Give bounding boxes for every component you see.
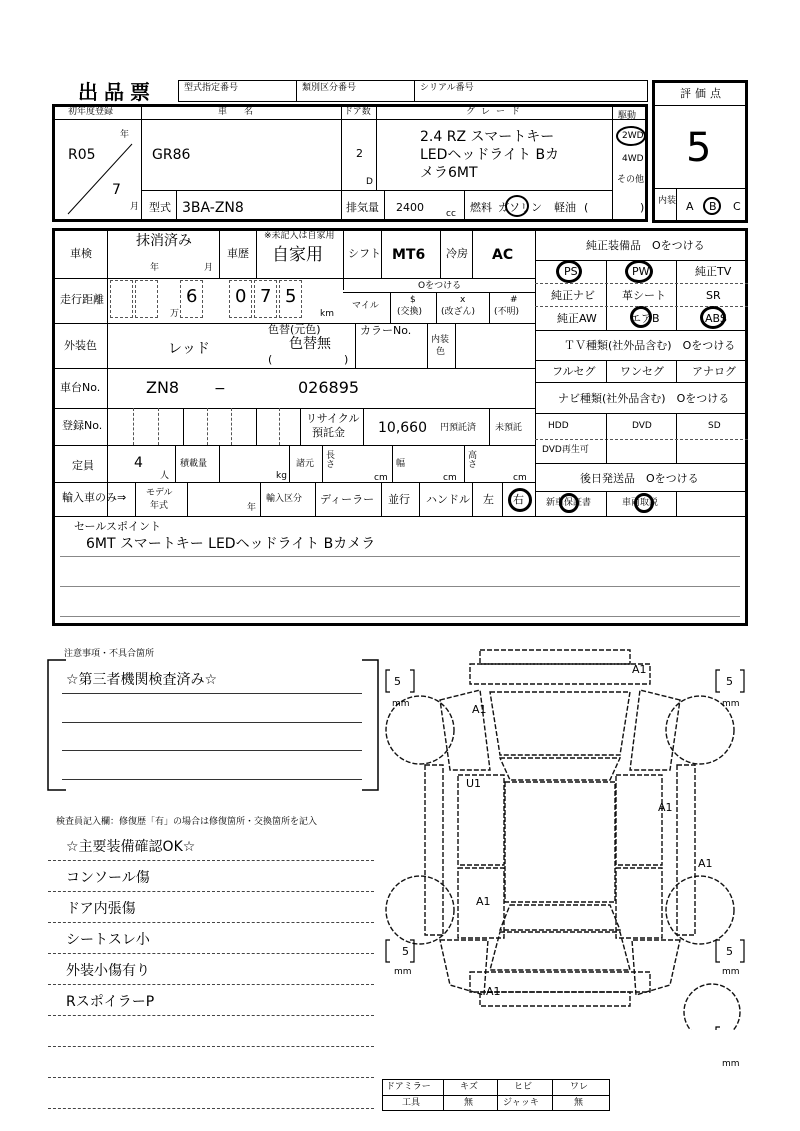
- tv-analog: アナログ: [692, 365, 736, 378]
- cc-unit: cc: [446, 209, 456, 219]
- inspection-year-unit: 年: [150, 263, 160, 273]
- grade-line-3: メラ6MT: [420, 165, 478, 181]
- equip-airbag-circle: [630, 306, 652, 328]
- damage-mark-front-left: A1: [472, 703, 487, 716]
- inspection-month-unit: 月: [204, 263, 214, 273]
- chassis-dash: −: [214, 381, 226, 397]
- date-slash: [60, 140, 138, 220]
- recolor-label: 色替(元色): [268, 323, 321, 336]
- navi-sd: SD: [708, 421, 721, 431]
- capacity-label: 定員: [72, 459, 94, 472]
- dims-label: 諸元: [296, 459, 315, 469]
- first-reg-month: 7: [112, 182, 121, 198]
- history-value: 自家用: [272, 245, 323, 265]
- handle-right: 右: [513, 493, 524, 506]
- model-label: 型式: [149, 201, 171, 214]
- navi-title: ナビ種類(社外品含む) Oをつける: [558, 392, 730, 405]
- import-cat-label: 輸入区分: [266, 494, 303, 504]
- legend-header-3: ヒビ: [514, 1082, 533, 1092]
- displacement-label: 排気量: [346, 201, 379, 214]
- tread-rear-right: 5: [726, 945, 733, 958]
- notes-label: 注意事項・不具合箇所: [64, 649, 155, 659]
- handle-right-circle: [508, 488, 532, 512]
- model-value: 3BA-ZN8: [182, 200, 244, 216]
- tread-front-right: 5: [726, 675, 733, 688]
- km-unit: km: [320, 309, 334, 319]
- mileage-digit-1: 6: [186, 286, 198, 307]
- recycle-label-2: 預託金: [312, 426, 345, 439]
- equip-aw: 純正AW: [557, 312, 597, 325]
- first-reg-label: 初年度登録: [68, 107, 114, 117]
- mileage-digit-4: 5: [285, 286, 297, 307]
- recycle-paid: 円預託済: [440, 423, 477, 433]
- legend-header-4: ワレ: [570, 1082, 589, 1092]
- recolor-value: 色替無: [289, 336, 331, 352]
- inspector-line-1: ☆主要装備確認OK☆: [66, 839, 196, 855]
- id-number-strip: [178, 80, 648, 102]
- ac-label: 冷房: [446, 247, 468, 260]
- modified-symbol: x: [460, 295, 466, 305]
- later-manual: 車両取説: [622, 498, 659, 508]
- color-value: レッド: [168, 341, 210, 357]
- model-year-unit: 年: [247, 503, 257, 513]
- interior-label: 内装: [658, 196, 677, 206]
- tv-title: ＴＶ種類(社外品含む) Oをつける: [564, 339, 736, 352]
- chassis-number: 026895: [298, 378, 360, 397]
- equip-abs: ABS: [705, 312, 727, 325]
- navi-dvd: DVD: [632, 421, 652, 431]
- later-manual-circle: [634, 493, 654, 513]
- legend-value-2: 無: [464, 1098, 474, 1108]
- handle-left: 左: [483, 493, 494, 506]
- tread-rear-left: 5: [402, 945, 409, 958]
- recycle-value: 10,660: [378, 420, 427, 436]
- sales-point-text: 6MT スマートキー LEDヘッドライト Bカメラ: [86, 536, 376, 552]
- fuel-diesel: 軽油: [554, 201, 576, 214]
- handle-label: ハンドル: [426, 493, 470, 506]
- ac-value: AC: [492, 247, 514, 263]
- serial-label: シリアル番号: [420, 83, 474, 93]
- equip-ps-circle: [556, 260, 582, 283]
- model-year-label: モデル: [146, 488, 173, 498]
- drive-4wd: 4WD: [622, 154, 644, 164]
- grade-label: グレード: [466, 107, 527, 117]
- model-year-label-2: 年式: [150, 501, 169, 511]
- import-label: 輸入車のみ⇒: [62, 491, 127, 504]
- dealer-option: ディーラー: [320, 493, 375, 506]
- mileage-circle-note: Oをつける: [418, 281, 462, 291]
- fuel-paren-close: ): [640, 201, 645, 214]
- interior-c: C: [733, 200, 741, 213]
- parallel-option: 並行: [388, 493, 410, 506]
- legend-header-1: ドアミラー: [386, 1082, 431, 1092]
- damage-mark-roof: U1: [466, 777, 482, 790]
- later-title: 後日発送品 Oをつける: [580, 472, 699, 485]
- equip-leather: 革シート: [622, 289, 666, 302]
- doors-label: ドア数: [344, 107, 371, 117]
- equip-pw-circle: [625, 260, 653, 283]
- mileage-label: 走行距離: [60, 293, 104, 306]
- sales-point-label: セールスポイント: [74, 520, 162, 533]
- equip-ps: PS: [564, 265, 578, 278]
- legend-value-3: ジャッキ: [503, 1098, 539, 1108]
- fuel-paren-open: (: [584, 201, 589, 214]
- height-label: 高さ: [468, 451, 478, 470]
- damage-mark-bumper: A1: [632, 663, 647, 676]
- height-cm: cm: [513, 473, 527, 483]
- damage-mark-right-rear: A1: [698, 857, 713, 870]
- later-warranty-circle: [559, 493, 579, 513]
- interior-color-label: 内装: [431, 335, 450, 345]
- later-warranty: 新車保証書: [546, 498, 592, 508]
- tread-rear-right-unit: mm: [722, 967, 740, 977]
- damage-mark-rear-bumper: A1: [486, 985, 501, 998]
- tread-front-left: 5: [394, 675, 401, 688]
- reg-no-label: 登録No.: [62, 419, 103, 432]
- inspector-line-4: シートスレ小: [66, 932, 150, 948]
- color-no-label: カラーNo.: [360, 324, 412, 337]
- modified-option: (改ざん): [441, 307, 476, 317]
- width-cm: cm: [443, 473, 457, 483]
- grade-line-1: 2.4 RZ スマートキー: [420, 129, 555, 145]
- rating-label: 評価点: [680, 87, 725, 100]
- drive-2wd: 2WD: [622, 131, 644, 141]
- shift-value: MT6: [392, 247, 426, 263]
- length-label: 長さ: [326, 451, 336, 470]
- first-reg-era: R05: [68, 147, 96, 163]
- damage-mark-right-door: A1: [658, 801, 673, 814]
- equip-pw: PW: [632, 265, 650, 278]
- legend-value-4: 無: [574, 1098, 584, 1108]
- navi-dvd-play: DVD再生可: [542, 445, 589, 455]
- inspector-line-3: ドア内張傷: [66, 901, 136, 917]
- doors-value: 2: [356, 147, 363, 160]
- displacement-value: 2400: [396, 201, 424, 214]
- grade-line-2: LEDヘッドライト Bカ: [420, 147, 560, 163]
- legend-value-1: 工具: [402, 1098, 421, 1108]
- interior-b-circle: [703, 197, 721, 215]
- mileage-box-1: [110, 280, 133, 318]
- doors-suffix: D: [366, 177, 373, 187]
- equip-abs-circle: [700, 306, 726, 329]
- damage-mark-rear-left: A1: [476, 895, 491, 908]
- equip-tv: 純正TV: [695, 265, 732, 278]
- car-damage-diagram: [380, 640, 750, 1030]
- category-label: 類別区分番号: [302, 83, 357, 93]
- color-label: 外装色: [64, 339, 97, 352]
- tv-oneseg: ワンセグ: [620, 365, 664, 378]
- inspector-line-5: 外装小傷有り: [66, 963, 150, 979]
- exchange-option: (交換): [397, 307, 423, 317]
- inspection-label: 車検: [70, 247, 92, 260]
- inspector-label: 検査員記入欄：修復歴「有」の場合は修復箇所・交換箇所を記入: [56, 817, 318, 827]
- unknown-symbol: #: [510, 295, 518, 305]
- recolor-paren-open: (: [268, 353, 273, 366]
- exchange-symbol: $: [410, 295, 416, 305]
- load-label: 積載量: [180, 459, 208, 469]
- equipment-title: 純正装備品 Oをつける: [586, 239, 705, 252]
- rating-value: 5: [686, 125, 712, 171]
- capacity-value: 4: [134, 455, 143, 471]
- month-unit: 月: [130, 202, 140, 212]
- kg-unit: kg: [276, 471, 287, 481]
- equip-airbag: エアB: [630, 312, 660, 325]
- interior-a: A: [686, 200, 694, 213]
- drive-other: その他: [617, 175, 645, 185]
- sheet-title: 出品票: [78, 80, 156, 104]
- interior-b: B: [709, 200, 717, 213]
- mileage-digit-3: 7: [260, 286, 272, 307]
- inspector-line-6: RスポイラーP: [66, 994, 155, 1010]
- navi-hdd: HDD: [548, 421, 569, 431]
- year-unit: 年: [120, 130, 130, 140]
- width-label: 幅: [396, 459, 406, 469]
- capacity-unit: 人: [160, 471, 170, 481]
- equip-navi: 純正ナビ: [551, 289, 595, 302]
- mileage-digit-2: 0: [235, 286, 247, 307]
- car-name-label: 車 名: [218, 107, 258, 117]
- tread-front-left-unit: mm: [392, 699, 410, 709]
- tread-rear-left-unit: mm: [394, 967, 412, 977]
- chassis-label: 車台No.: [60, 381, 101, 394]
- mileage-box-2: [135, 280, 158, 318]
- spare-unit: mm: [722, 1059, 740, 1069]
- recycle-label: リサイクル: [306, 412, 360, 425]
- inspector-line-2: コンソール傷: [66, 870, 150, 886]
- history-label: 車歴: [227, 247, 249, 260]
- drive-2wd-circle: [616, 126, 646, 146]
- length-cm: cm: [374, 473, 388, 483]
- inspection-value: 抹消済み: [136, 233, 192, 249]
- tread-front-right-unit: mm: [722, 699, 740, 709]
- unknown-option: (不明): [494, 307, 520, 317]
- type-cert-label: 型式指定番号: [184, 83, 239, 93]
- fuel-label: 燃料: [470, 201, 492, 214]
- man-unit: 万: [170, 309, 180, 319]
- tv-fullseg: フルセグ: [552, 365, 596, 378]
- notes-line-1: ☆第三者機関検査済み☆: [66, 672, 218, 688]
- fuel-gasoline-circle: [505, 195, 529, 217]
- interior-color-label-2: 色: [436, 347, 446, 357]
- mile-option: マイル: [352, 301, 379, 311]
- car-name: GR86: [152, 147, 191, 163]
- legend-header-2: キズ: [460, 1082, 478, 1092]
- recolor-paren-close: ): [344, 353, 349, 366]
- recycle-unpaid: 未預託: [495, 423, 523, 433]
- drive-label: 駆動: [618, 111, 637, 121]
- shift-label: シフト: [348, 247, 381, 260]
- history-note: ※未記入は自家用: [264, 231, 335, 241]
- chassis-prefix: ZN8: [146, 378, 180, 397]
- equip-sr: SR: [706, 289, 721, 302]
- fuel-gasoline: ガソリン: [498, 201, 542, 214]
